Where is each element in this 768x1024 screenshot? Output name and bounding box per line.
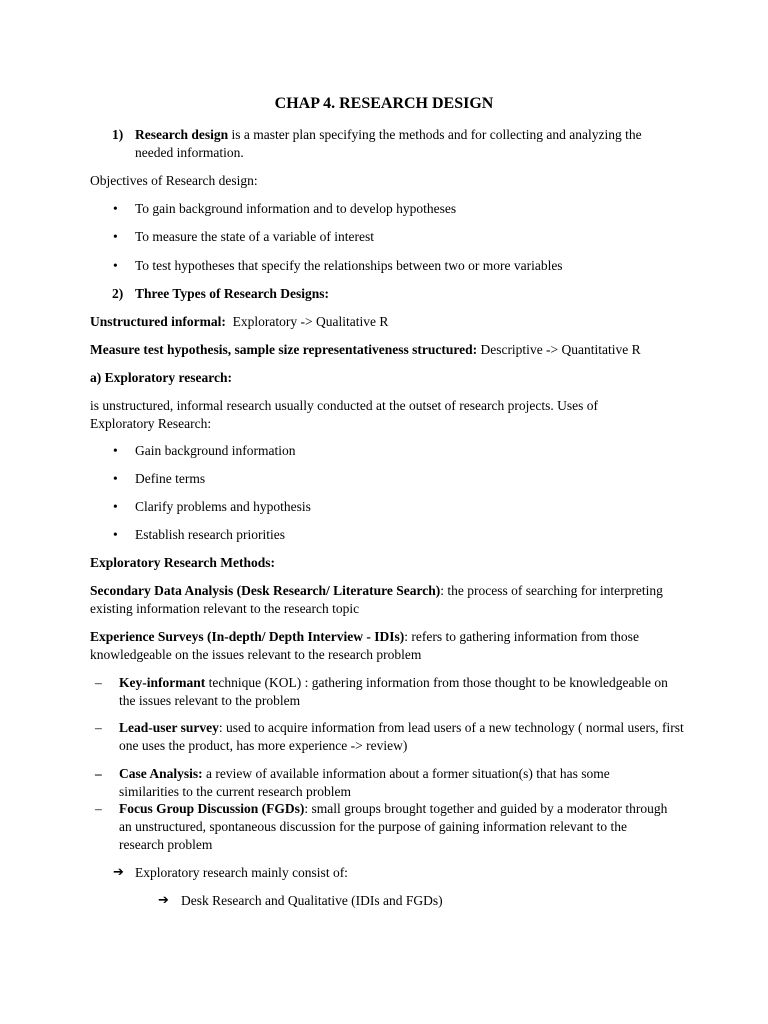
method-item-lead-user: [119, 719, 684, 755]
dash-icon: –: [95, 720, 102, 735]
bullet-icon: •: [113, 201, 118, 216]
method-label: Key-informant: [119, 675, 206, 690]
bullet-icon: •: [113, 471, 118, 486]
arrow-right-icon: ➔: [113, 865, 124, 880]
method-text: technique (KOL) : gathering information from those thought to be knowledgeable on the issues relevant to the problem: [119, 675, 668, 708]
secondary-data-text: : the process of searching for interpreting existing information relevant to the research topic: [90, 583, 663, 616]
method-item-focus-group: [119, 800, 674, 854]
structured-label: Measure test hypothesis, sample size representativeness structured:: [90, 342, 478, 357]
use-item: Clarify problems and hypothesis: [135, 499, 311, 514]
item-number-2: 2): [112, 286, 124, 301]
secondary-data-label: Secondary Data Analysis (Desk Research/ Literature Search): [90, 583, 441, 598]
method-label: Case Analysis:: [119, 766, 203, 781]
structured-text: Descriptive -> Quantitative R: [477, 342, 641, 357]
structured-line: [90, 341, 710, 359]
objective-item: To gain background information and to develop hypotheses: [135, 201, 457, 216]
bullet-icon: •: [113, 229, 118, 244]
method-text: : small groups brought together and guided by a moderator through an unstructured, spontaneous discussion for the purpose of gaining information relevant to the research problem: [119, 801, 668, 852]
exploratory-heading: a) Exploratory research:: [90, 370, 232, 385]
method-item-case-analysis: [119, 765, 639, 801]
types-heading: Three Types of Research Designs:: [135, 286, 329, 301]
objective-item: To measure the state of a variable of interest: [135, 229, 374, 244]
bullet-icon: •: [113, 258, 118, 273]
experience-surveys-label: Experience Surveys (In-depth/ Depth Interview - IDIs): [90, 629, 405, 644]
bullet-icon: •: [113, 499, 118, 514]
dash-icon: –: [95, 801, 102, 816]
experience-surveys-paragraph: [90, 628, 680, 664]
bullet-icon: •: [113, 527, 118, 542]
conclusion-line: Exploratory research mainly consist of:: [135, 865, 348, 880]
experience-surveys-text: : refers to gathering information from those knowledgeable on the issues relevant to the research problem: [90, 629, 639, 662]
method-text: a review of available information about a former situation(s) that has some similarities to the current research problem: [119, 766, 610, 799]
objective-item: To test hypotheses that specify the relationships between two or more variables: [135, 258, 563, 273]
page-title: CHAP 4. RESEARCH DESIGN: [274, 95, 494, 112]
research-design-definition: [135, 126, 665, 162]
item-number-1: 1): [112, 127, 124, 142]
use-item: Establish research priorities: [135, 527, 285, 542]
arrow-right-icon: ➔: [158, 893, 169, 908]
use-item: Define terms: [135, 471, 206, 486]
dash-icon: –: [95, 675, 102, 690]
objectives-heading: Objectives of Research design:: [90, 173, 258, 188]
bullet-icon: •: [113, 443, 118, 458]
methods-heading: Exploratory Research Methods:: [90, 555, 275, 570]
research-design-term: Research design: [135, 127, 229, 142]
method-label: Lead-user survey: [119, 720, 219, 735]
conclusion-sub-line: Desk Research and Qualitative (IDIs and FGDs): [181, 893, 443, 908]
unstructured-line: [90, 313, 690, 331]
dash-icon: –: [95, 766, 102, 781]
unstructured-label: Unstructured informal:: [90, 314, 226, 329]
unstructured-text: Exploratory -> Qualitative R: [225, 314, 389, 329]
method-label: Focus Group Discussion (FGDs): [119, 801, 305, 816]
method-text: : used to acquire information from lead users of a new technology ( normal users, first one uses the product, has more experience -> review): [119, 720, 684, 753]
secondary-data-paragraph: [90, 582, 690, 618]
research-design-text: is a master plan specifying the methods and for collecting and analyzing the needed information.: [135, 127, 642, 160]
use-item: Gain background information: [135, 443, 296, 458]
exploratory-description: is unstructured, informal research usually conducted at the outset of research projects. Uses of Exploratory Research:: [90, 398, 598, 431]
method-item-key-informant: [119, 674, 679, 710]
